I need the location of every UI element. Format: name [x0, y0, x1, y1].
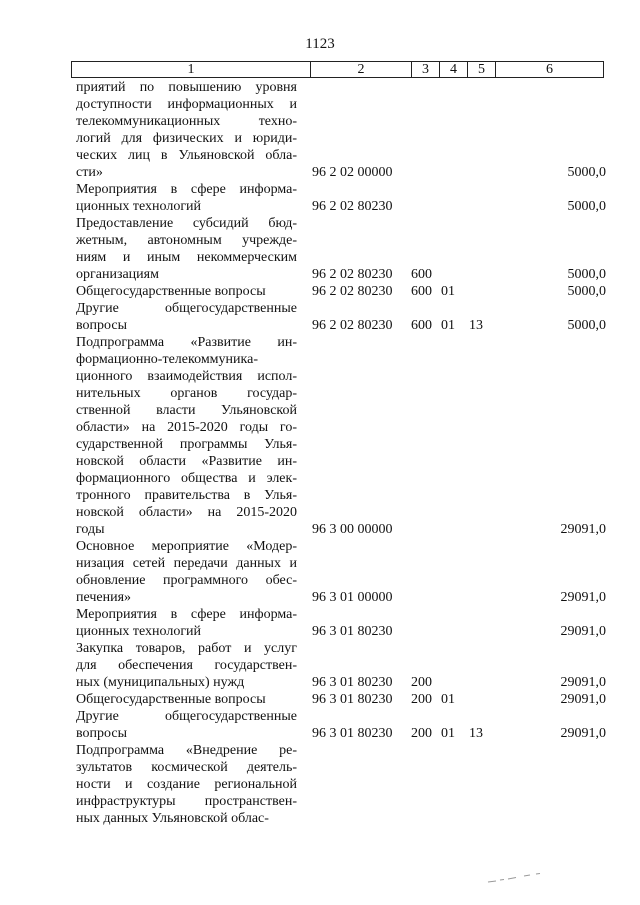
- row-title-line: Мероприятия в сфере информа-: [76, 182, 297, 197]
- row-code: 96 3 01 80230: [312, 624, 393, 639]
- row-code: 96 3 01 00000: [312, 590, 393, 605]
- row-col-3: 200: [411, 692, 432, 707]
- row-title-line: Предоставление субсидий бюд-: [76, 216, 297, 231]
- row-col-3: 600: [411, 267, 432, 282]
- header-col-3: 3: [412, 62, 440, 77]
- table-row: [0, 742, 640, 827]
- row-code: 96 3 01 80230: [312, 726, 393, 741]
- header-col-1: 1: [72, 62, 311, 77]
- row-col-4: 01: [441, 284, 455, 299]
- table-row: [0, 215, 640, 283]
- row-title-line: доступности информационных и: [76, 97, 297, 112]
- row-title-line: сти»: [76, 165, 103, 180]
- row-title: [76, 708, 297, 742]
- row-title-line: Подпрограмма «Развитие ин-: [76, 335, 297, 350]
- table-row: [0, 79, 640, 181]
- row-col-4: 01: [441, 692, 455, 707]
- row-title-line: жетным, автономным учрежде-: [76, 233, 297, 248]
- row-amount: 5000,0: [567, 284, 606, 299]
- row-title-line: зультатов космической деятель-: [76, 760, 297, 775]
- table-row: [0, 334, 640, 538]
- row-code: 96 3 00 00000: [312, 522, 393, 537]
- row-title-line: тронного правительства в Улья-: [76, 488, 297, 503]
- row-col-5: 13: [469, 318, 483, 333]
- row-title: [76, 283, 297, 300]
- row-title-line: ных данных Ульяновской облас-: [76, 811, 269, 826]
- row-title-line: Подпрограмма «Внедрение ре-: [76, 743, 297, 758]
- row-title-line: ственной власти Ульяновской: [76, 403, 297, 418]
- row-title-line: Мероприятия в сфере информа-: [76, 607, 297, 622]
- table-row: [0, 691, 640, 708]
- table-row: [0, 606, 640, 640]
- table-header: [71, 61, 604, 78]
- row-title-line: нительных органов государ-: [76, 386, 297, 401]
- row-title-line: вопросы: [76, 318, 127, 333]
- row-title-line: приятий по повышению уровня: [76, 80, 297, 95]
- row-title-line: вопросы: [76, 726, 127, 741]
- row-title-line: ных (муниципальных) нужд: [76, 675, 245, 690]
- row-amount: 5000,0: [567, 318, 606, 333]
- row-title-line: ности и создание региональной: [76, 777, 297, 792]
- row-title: [76, 79, 297, 181]
- row-col-4: 01: [441, 318, 455, 333]
- row-title-line: инфраструктуры пространствен-: [76, 794, 297, 809]
- row-title-line: ционных технологий: [76, 624, 202, 639]
- row-title-line: логий для физических и юриди-: [76, 131, 297, 146]
- row-title: [76, 691, 297, 708]
- page-number: 1123: [305, 36, 335, 52]
- row-title: [76, 215, 297, 283]
- row-col-4: 01: [441, 726, 455, 741]
- row-col-5: 13: [469, 726, 483, 741]
- row-title-line: ционных технологий: [76, 199, 202, 214]
- row-title-line: организациям: [76, 267, 159, 282]
- table-row: [0, 538, 640, 606]
- row-amount: 29091,0: [560, 624, 606, 639]
- header-col-2: 2: [311, 62, 412, 77]
- row-code: 96 2 02 80230: [312, 318, 393, 333]
- row-amount: 29091,0: [560, 590, 606, 605]
- row-col-3: 200: [411, 726, 432, 741]
- row-amount: 5000,0: [567, 199, 606, 214]
- table-body: [0, 79, 640, 827]
- table-row: [0, 283, 640, 300]
- row-amount: 5000,0: [567, 165, 606, 180]
- row-title: [76, 742, 297, 827]
- row-title-line: телекоммуникационных техно-: [76, 114, 297, 129]
- row-title-line: новской области «Развитие ин-: [76, 454, 297, 469]
- scan-specks: [480, 868, 550, 888]
- row-code: 96 2 02 00000: [312, 165, 393, 180]
- row-title: [76, 181, 297, 215]
- row-amount: 29091,0: [560, 675, 606, 690]
- row-title-line: ческих лиц в Ульяновской обла-: [76, 148, 297, 163]
- row-title-line: Закупка товаров, работ и услуг: [76, 641, 297, 656]
- row-title-line: сударственной программы Улья-: [76, 437, 297, 452]
- row-title-line: ционного взаимодействия испол-: [76, 369, 297, 384]
- table-row: [0, 640, 640, 691]
- row-title: [76, 606, 297, 640]
- row-code: 96 2 02 80230: [312, 267, 393, 282]
- row-title-line: Общегосударственные вопросы: [76, 284, 266, 299]
- row-title-line: новской области» на 2015-2020: [76, 505, 297, 520]
- row-title-line: формационного общества и элек-: [76, 471, 297, 486]
- row-title: [76, 334, 297, 538]
- row-amount: 5000,0: [567, 267, 606, 282]
- row-title-line: для обеспечения государствен-: [76, 658, 297, 673]
- row-code: 96 2 02 80230: [312, 199, 393, 214]
- row-code: 96 2 02 80230: [312, 284, 393, 299]
- row-title-line: низация сетей передачи данных и: [76, 556, 297, 571]
- table-row: [0, 300, 640, 334]
- row-title-line: Основное мероприятие «Модер-: [76, 539, 297, 554]
- row-title: [76, 538, 297, 606]
- row-title-line: обновление программного обес-: [76, 573, 297, 588]
- row-title-line: области» на 2015-2020 годы го-: [76, 420, 297, 435]
- row-title-line: печения»: [76, 590, 132, 605]
- row-code: 96 3 01 80230: [312, 692, 393, 707]
- row-title-line: Общегосударственные вопросы: [76, 692, 266, 707]
- table-row: [0, 181, 640, 215]
- row-title-line: ниям и иным некоммерческим: [76, 250, 297, 265]
- header-col-4: 4: [440, 62, 468, 77]
- row-code: 96 3 01 80230: [312, 675, 393, 690]
- row-col-3: 200: [411, 675, 432, 690]
- row-title: [76, 300, 297, 334]
- table-row: [0, 708, 640, 742]
- row-amount: 29091,0: [560, 522, 606, 537]
- row-col-3: 600: [411, 284, 432, 299]
- header-col-5: 5: [468, 62, 496, 77]
- row-col-3: 600: [411, 318, 432, 333]
- row-title: [76, 640, 297, 691]
- row-amount: 29091,0: [560, 726, 606, 741]
- row-title-line: формационно-телекоммуника-: [76, 352, 258, 367]
- header-col-6: 6: [546, 62, 553, 77]
- row-title-line: годы: [76, 522, 105, 537]
- row-amount: 29091,0: [560, 692, 606, 707]
- row-title-line: Другие общегосударственные: [76, 709, 297, 724]
- row-title-line: Другие общегосударственные: [76, 301, 297, 316]
